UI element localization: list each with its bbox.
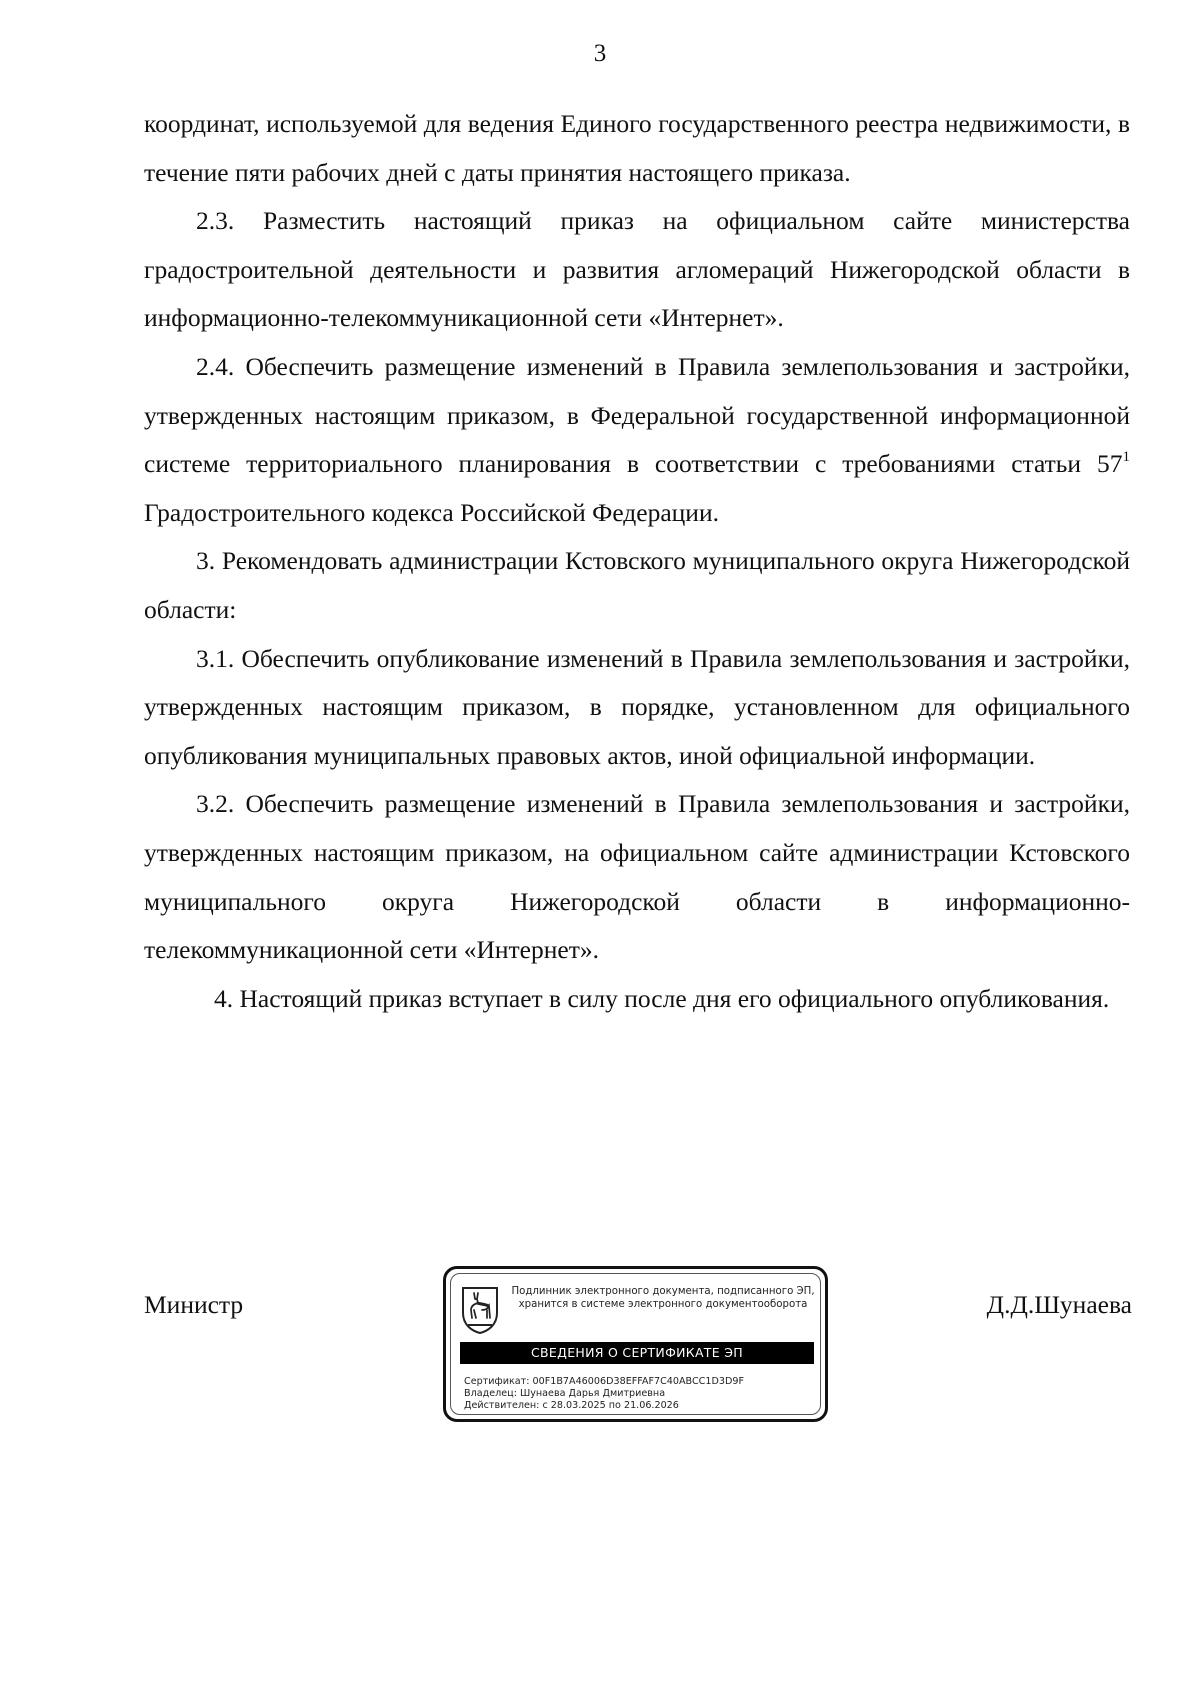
nizhny-novgorod-deer-emblem-icon (460, 1285, 500, 1335)
paragraph-continuation: координат, используемой для ведения Единого государственного реестра недвижимости, в течение пяти рабочих дней с даты принятия настоящего приказа. (144, 109, 1130, 187)
stamp-header-line-2: хранится в системе электронного документооборота (518, 1299, 808, 1310)
stamp-certificate-number: Сертификат: 00F1B7A46006D38EFFAF7C40ABCC1D3D9F (464, 1376, 744, 1387)
electronic-signature-stamp (443, 1266, 828, 1422)
paragraph-2-4 (144, 343, 1130, 537)
paragraph-2-3: 2.3. Разместить настоящий приказ на официальном сайте министерства градостроительной деятельности и развития агломераций Нижегородской области в информационно-телекоммуникационной сети «Интернет». (144, 206, 1130, 333)
page-number: 3 (593, 40, 607, 67)
paragraph-2-4-text: 2.4. Обеспечить размещение изменений в Правила землепользования и застройки, утвержденных настоящим приказом, в Федеральной государственной информационной системе территориального планирования в соответствии с требованиями статьи 57 (144, 351, 1130, 479)
article-superscript: 1 (1122, 448, 1130, 465)
document-body (144, 100, 1130, 1023)
paragraph-3: 3. Рекомендовать администрации Кстовского муниципального округа Нижегородской области: (144, 546, 1130, 624)
stamp-header (504, 1285, 822, 1311)
paragraph-3-1: 3.1. Обеспечить опубликование изменений в Правила землепользования и застройки, утвержденных настоящим приказом, в порядке, установленном для официального опубликования муниципальных правовых актов, иной официальной информации. (144, 643, 1130, 770)
signer-position: Министр (144, 1290, 244, 1319)
signer-name: Д.Д.Шунаева (986, 1290, 1132, 1319)
stamp-header-line-1: Подлинник электронного документа, подписанного ЭП, (511, 1286, 815, 1297)
stamp-certificate-details (464, 1376, 816, 1412)
stamp-owner: Владелец: Шунаева Дарья Дмитриевна (464, 1388, 666, 1399)
paragraph-3-2: 3.2. Обеспечить размещение изменений в Правила землепользования и застройки, утвержденных настоящим приказом, на официальном сайте администрации Кстовского муниципального округа Нижегородской области в информационно-телекоммуникационной сети «Интернет». (144, 789, 1130, 965)
stamp-validity: Действителен: с 28.03.2025 по 21.06.2026 (464, 1400, 679, 1411)
stamp-certificate-banner: СВЕДЕНИЯ О СЕРТИФИКАТЕ ЭП (460, 1342, 814, 1364)
paragraph-2-4-tail: Градостроительного кодекса Российской Федерации. (144, 497, 719, 527)
paragraph-4: 4. Настоящий приказ вступает в силу после дня его официального опубликования. (214, 983, 1110, 1013)
